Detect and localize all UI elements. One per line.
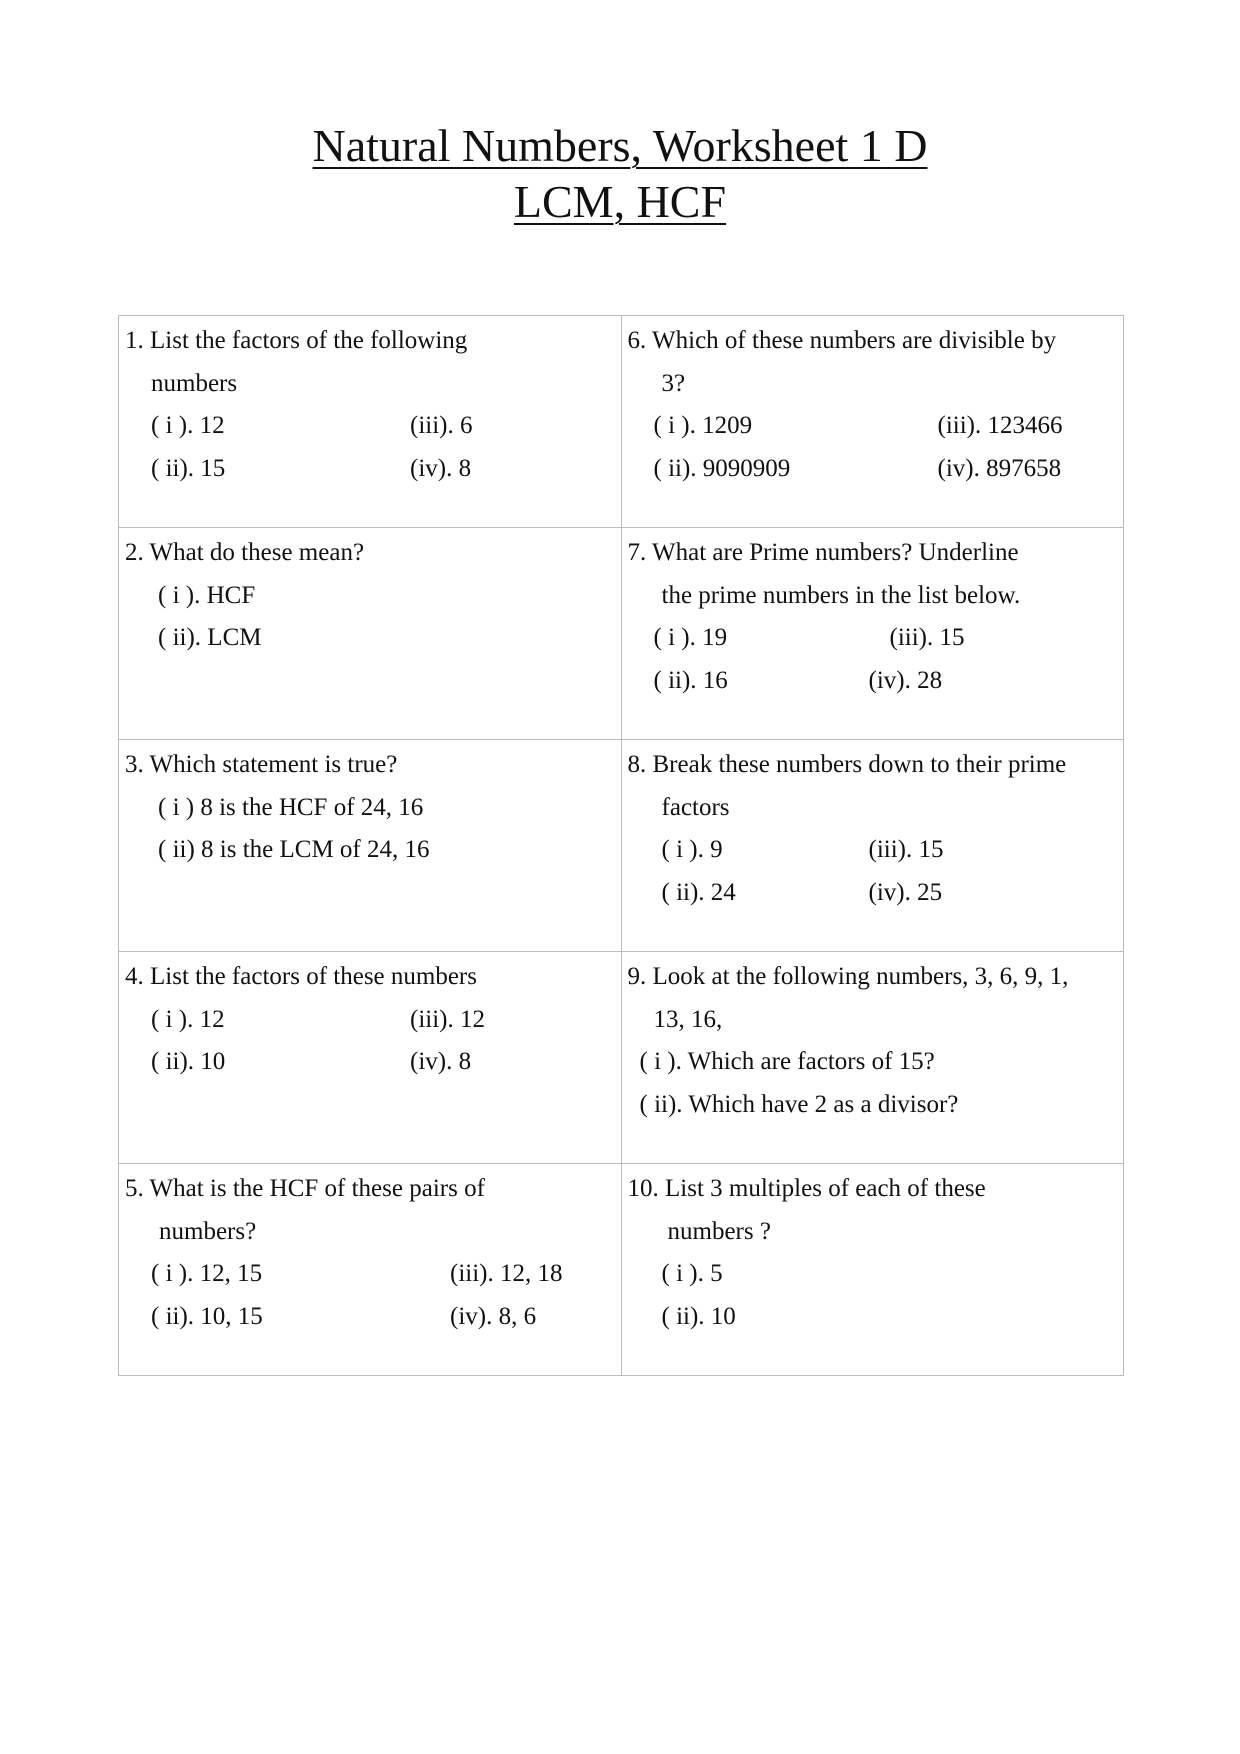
q5-option-iv: (iv). 8, 6 [450, 1302, 537, 1330]
q4-option-iii: (iii). 12 [410, 1005, 485, 1033]
question-cell-6 [621, 316, 1124, 528]
question-cell-3 [119, 740, 622, 952]
question-cell-8 [621, 740, 1124, 952]
q6-option-iv: (iv). 897658 [937, 454, 1062, 482]
q10-option-ii: ( ii). 10 [661, 1302, 736, 1330]
q4-option-i: ( i ). 12 [151, 1005, 225, 1033]
question-10-text: 10. List 3 multiples of each of these [627, 1175, 986, 1202]
question-7-text-cont: the prime numbers in the list below. [661, 581, 1021, 609]
question-8-text-cont: factors [661, 793, 730, 821]
q7-option-iii: (iii). 15 [889, 624, 965, 651]
q6-option-ii: ( ii). 9090909 [653, 454, 791, 482]
question-cell-7 [621, 528, 1124, 740]
question-10-text-cont: numbers ? [667, 1217, 771, 1245]
title-line-2: LCM, HCF [513, 176, 727, 227]
q8-option-iv: (iv). 25 [868, 878, 943, 906]
q7-option-ii: ( ii). 16 [653, 666, 728, 694]
q2-option-ii: ( ii). LCM [158, 624, 262, 651]
question-9-text-cont: 13, 16, [653, 1005, 723, 1033]
question-cell-9 [621, 952, 1124, 1164]
title-line-1: Natural Numbers, Worksheet 1 D [312, 120, 928, 171]
question-6-text: 6. Which of these numbers are divisible by [627, 327, 1057, 354]
q5-option-iii: (iii). 12, 18 [450, 1260, 563, 1287]
q8-option-ii: ( ii). 24 [661, 878, 736, 906]
q7-option-iv: (iv). 28 [868, 666, 943, 694]
question-3-text: 3. Which statement is true? [125, 751, 398, 778]
question-8-text: 8. Break these numbers down to their prime [627, 751, 1067, 778]
question-cell-5 [119, 1164, 622, 1376]
question-1-text-cont: numbers [151, 369, 238, 397]
question-cell-1 [119, 316, 622, 528]
q9-option-i: ( i ). Which are factors of 15? [639, 1048, 935, 1075]
question-cell-2 [119, 528, 622, 740]
q5-option-ii: ( ii). 10, 15 [151, 1302, 263, 1330]
q8-option-i: ( i ). 9 [661, 836, 723, 863]
q1-option-iv: (iv). 8 [410, 454, 472, 482]
question-1-text: 1. List the factors of the following [125, 327, 468, 354]
q5-option-i: ( i ). 12, 15 [151, 1260, 263, 1287]
q1-option-i: ( i ). 12 [151, 412, 225, 439]
question-cell-4 [119, 952, 622, 1164]
q9-option-ii: ( ii). Which have 2 as a divisor? [639, 1090, 959, 1118]
q7-option-i: ( i ). 19 [653, 624, 728, 651]
q2-option-i: ( i ). HCF [158, 581, 256, 609]
question-2-text: 2. What do these mean? [125, 539, 365, 566]
q6-option-iii: (iii). 123466 [937, 412, 1063, 439]
q4-option-ii: ( ii). 10 [151, 1048, 226, 1075]
q4-option-iv: (iv). 8 [410, 1048, 472, 1075]
q3-option-ii: ( ii) 8 is the LCM of 24, 16 [158, 836, 430, 863]
q10-option-i: ( i ). 5 [661, 1260, 723, 1287]
question-cell-10 [621, 1164, 1124, 1376]
questions-table [118, 315, 1124, 1376]
q1-option-iii: (iii). 6 [410, 412, 473, 439]
q6-option-i: ( i ). 1209 [653, 412, 753, 439]
q8-option-iii: (iii). 15 [868, 836, 944, 863]
q1-option-ii: ( ii). 15 [151, 454, 226, 482]
question-5-text: 5. What is the HCF of these pairs of [125, 1175, 485, 1202]
q3-option-i: ( i ) 8 is the HCF of 24, 16 [158, 793, 424, 821]
question-9-text: 9. Look at the following numbers, 3, 6, 9, 1, [627, 963, 1069, 990]
worksheet-title [0, 118, 1240, 230]
question-7-text: 7. What are Prime numbers? Underline [627, 539, 1019, 566]
question-4-text: 4. List the factors of these numbers [125, 963, 477, 990]
question-6-text-cont: 3? [661, 369, 686, 397]
question-5-text-cont: numbers? [159, 1217, 257, 1245]
